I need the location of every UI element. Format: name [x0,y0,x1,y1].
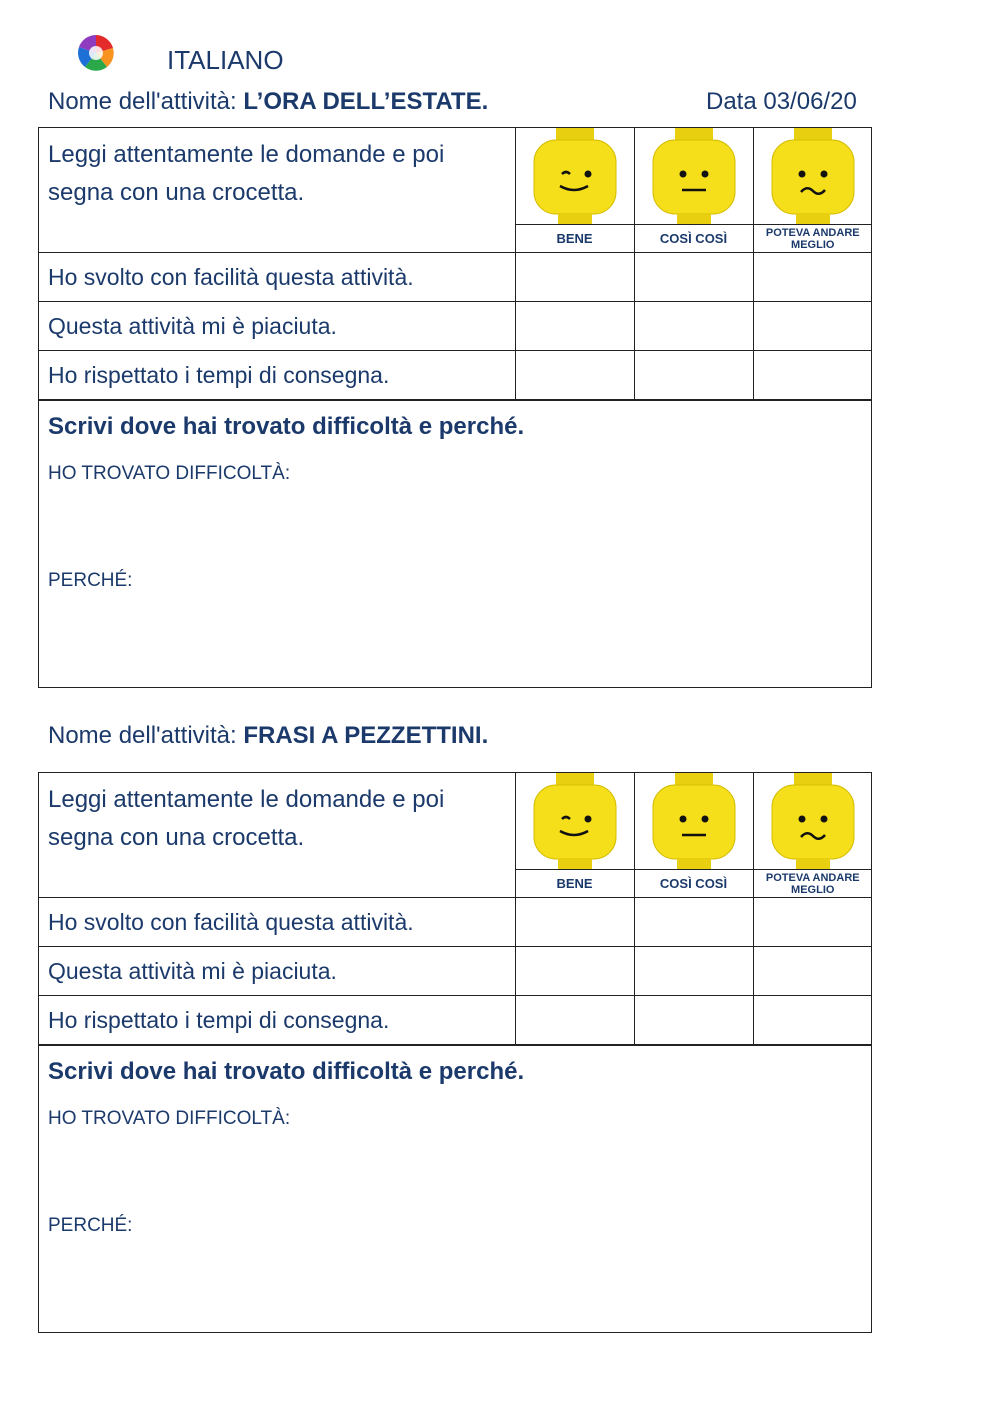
checkbox-good[interactable] [515,947,634,996]
question-row [39,996,872,1045]
lego-face-wink-icon [530,773,620,869]
instructions-cell [39,773,515,898]
lego-face-unsure-icon [768,773,858,869]
checkbox-better[interactable] [753,351,872,400]
spiral-logo-icon [77,34,115,72]
evaluation-table [39,128,872,400]
checkbox-good[interactable] [515,996,634,1045]
activity-title [48,722,488,750]
question-row [39,253,872,302]
difficulty-label: HO TROVATO DIFFICOLTÀ: [48,463,291,484]
checkbox-so-so[interactable] [634,351,753,400]
checkbox-better[interactable] [753,898,872,947]
checkbox-good[interactable] [515,253,634,302]
question-text: Ho rispettato i tempi di consegna. [39,351,515,400]
column-label-so-so: COSÌ COSÌ [634,870,753,898]
activity-name: L’ORA DELL’ESTATE. [243,88,489,115]
checkbox-so-so[interactable] [634,898,753,947]
checkbox-so-so[interactable] [634,302,753,351]
activity-title [48,88,488,116]
checkbox-good[interactable] [515,898,634,947]
checkbox-good[interactable] [515,302,634,351]
evaluation-table [39,773,872,1045]
evaluation-card [38,772,872,1333]
difficulty-section[interactable] [39,1045,871,1332]
question-row [39,302,872,351]
face-so-so-cell [634,128,753,225]
question-text: Ho svolto con facilità questa attività. [39,253,515,302]
question-row [39,898,872,947]
column-label-so-so: COSÌ COSÌ [634,225,753,253]
difficulty-title: Scrivi dove hai trovato difficoltà e perché. [48,413,525,440]
difficulty-section[interactable] [39,400,871,687]
difficulty-label: HO TROVATO DIFFICOLTÀ: [48,1108,291,1129]
column-label-better: POTEVA ANDARE MEGLIO [753,225,872,253]
subject-title: ITALIANO [167,45,284,75]
question-text: Questa attività mi è piaciuta. [39,302,515,351]
question-row [39,947,872,996]
checkbox-better[interactable] [753,947,872,996]
lego-face-neutral-icon [649,128,739,224]
difficulty-title: Scrivi dove hai trovato difficoltà e perché. [48,1058,525,1085]
question-text: Ho rispettato i tempi di consegna. [39,996,515,1045]
question-row [39,351,872,400]
checkbox-good[interactable] [515,351,634,400]
lego-face-unsure-icon [768,128,858,224]
question-text: Questa attività mi è piaciuta. [39,947,515,996]
face-so-so-cell [634,773,753,870]
activity-label: Nome dell'attività: [48,88,237,115]
column-label-better: POTEVA ANDARE MEGLIO [753,870,872,898]
face-good-cell [515,773,634,870]
instructions-text: Leggi attentamente le domande e poi segna con una crocetta. [48,786,445,851]
column-label-good: BENE [515,225,634,253]
date-label: Data 03/06/20 [706,88,857,115]
checkbox-so-so[interactable] [634,253,753,302]
checkbox-better[interactable] [753,302,872,351]
evaluation-card [38,127,872,688]
column-label-good: BENE [515,870,634,898]
lego-face-neutral-icon [649,773,739,869]
instructions-cell [39,128,515,253]
question-text: Ho svolto con facilità questa attività. [39,898,515,947]
why-label: PERCHÉ: [48,1215,133,1236]
face-good-cell [515,128,634,225]
checkbox-better[interactable] [753,996,872,1045]
checkbox-so-so[interactable] [634,996,753,1045]
checkbox-so-so[interactable] [634,947,753,996]
instructions-text: Leggi attentamente le domande e poi segna con una crocetta. [48,141,445,206]
face-better-cell [753,773,872,870]
lego-face-wink-icon [530,128,620,224]
activity-label: Nome dell'attività: [48,722,237,749]
checkbox-better[interactable] [753,253,872,302]
activity-name: FRASI A PEZZETTINI. [243,722,489,749]
face-better-cell [753,128,872,225]
why-label: PERCHÉ: [48,570,133,591]
